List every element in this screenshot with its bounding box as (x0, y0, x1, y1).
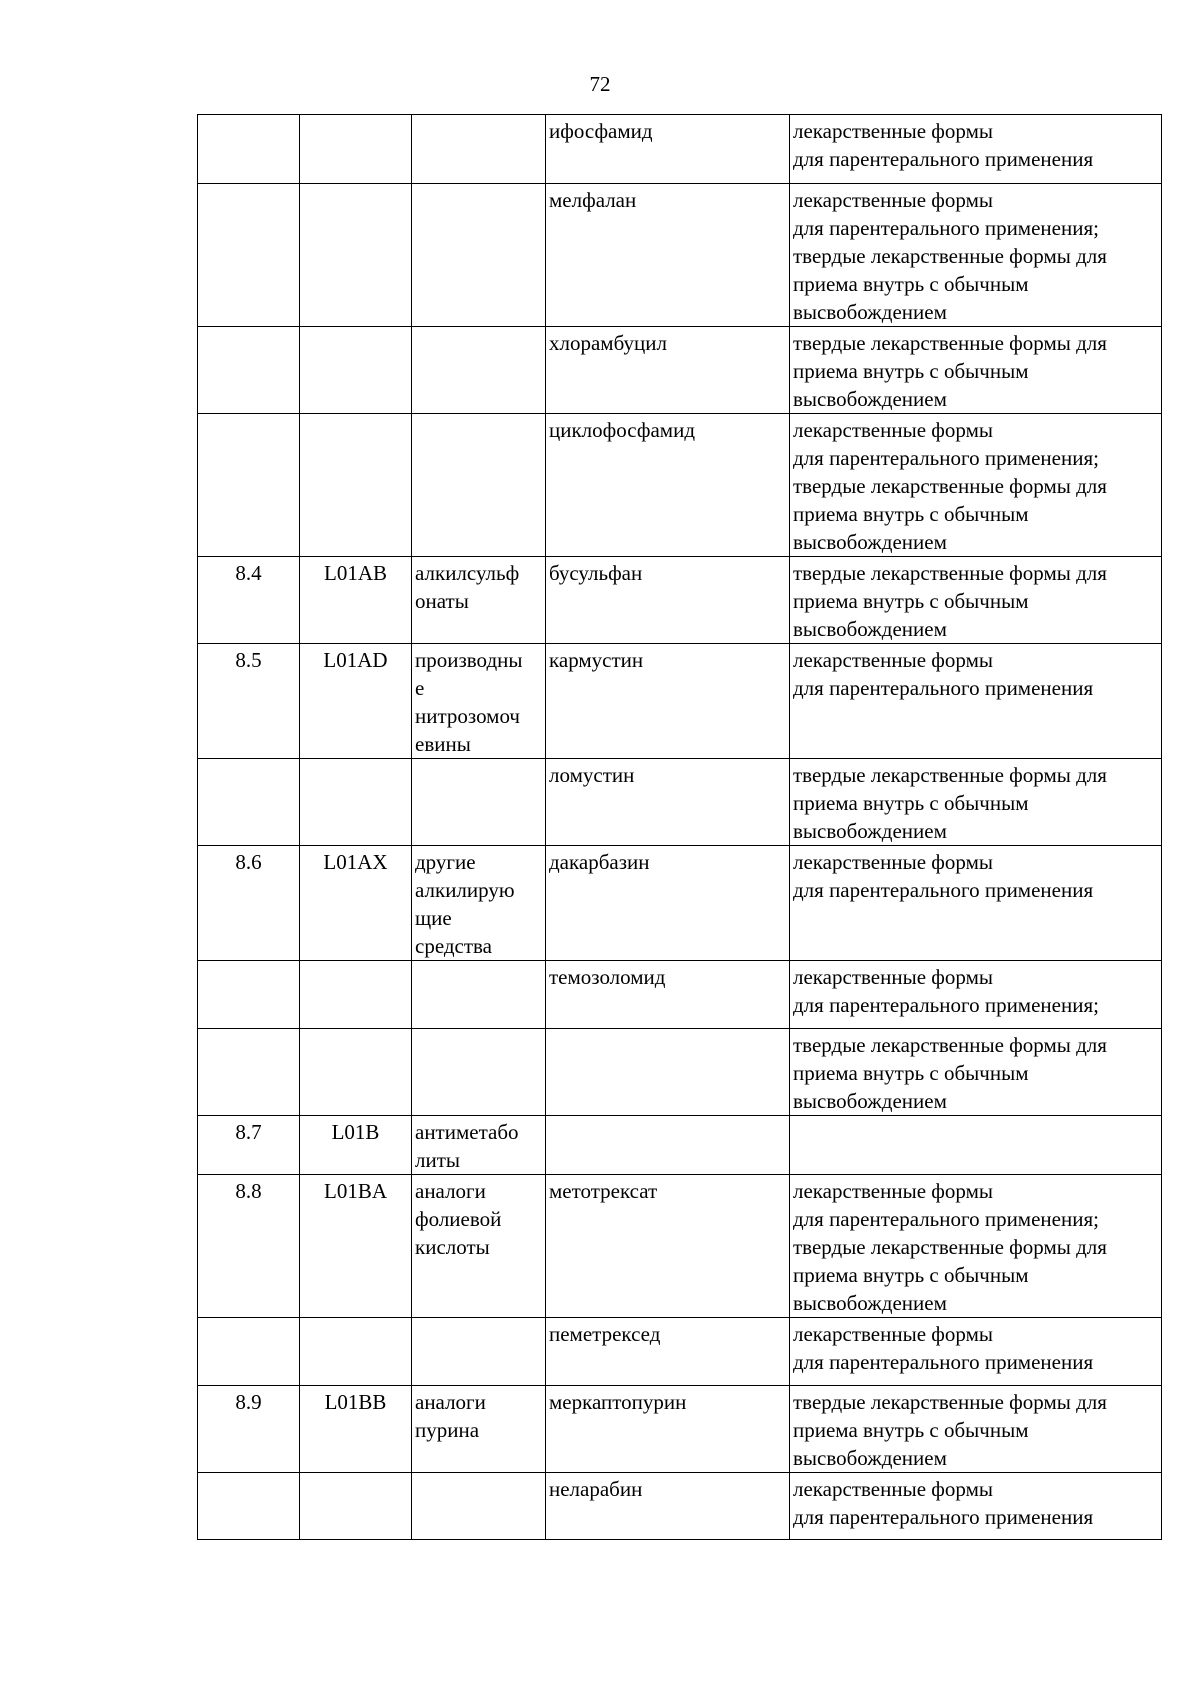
table-row (198, 961, 1162, 1029)
row-number-cell (198, 1473, 300, 1540)
row-number-cell (198, 961, 300, 1029)
dosage-form-cell: лекарственные формы для парентерального применения; (790, 961, 1162, 1029)
table-row (198, 1318, 1162, 1386)
drug-name-cell: неларабин (546, 1473, 790, 1540)
row-number-cell: 8.9 (198, 1386, 300, 1473)
atc-code-cell (300, 961, 412, 1029)
dosage-form-cell: твердые лекарственные формы для приема внутрь с обычным высвобождением (790, 1386, 1162, 1473)
drug-name-cell: темозоломид (546, 961, 790, 1029)
row-number-cell (198, 1318, 300, 1386)
table-row (198, 184, 1162, 327)
drug-name-cell: бусульфан (546, 557, 790, 644)
drug-name-cell: хлорамбуцил (546, 327, 790, 414)
row-number-cell (198, 414, 300, 557)
dosage-form-cell: лекарственные формы для парентерального применения; твердые лекарственные формы для приема внутрь с обычным высвобождением (790, 184, 1162, 327)
dosage-form-cell: твердые лекарственные формы для приема внутрь с обычным высвобождением (790, 759, 1162, 846)
dosage-form-cell: лекарственные формы для парентерального применения (790, 846, 1162, 961)
drug-table (197, 114, 1162, 1540)
row-number-cell (198, 327, 300, 414)
anatomical-group-cell (412, 115, 546, 184)
anatomical-group-cell: аналоги фолиевой кислоты (412, 1175, 546, 1318)
drug-name-cell: метотрексат (546, 1175, 790, 1318)
dosage-form-cell: лекарственные формы для парентерального применения; твердые лекарственные формы для приема внутрь с обычным высвобождением (790, 1175, 1162, 1318)
table-row (198, 1175, 1162, 1318)
dosage-form-cell: лекарственные формы для парентерального применения (790, 644, 1162, 759)
anatomical-group-cell (412, 759, 546, 846)
atc-code-cell: L01BB (300, 1386, 412, 1473)
table-row (198, 1473, 1162, 1540)
anatomical-group-cell: аналоги пурина (412, 1386, 546, 1473)
atc-code-cell (300, 1029, 412, 1116)
anatomical-group-cell: алкилсульф онаты (412, 557, 546, 644)
atc-code-cell (300, 1473, 412, 1540)
row-number-cell (198, 759, 300, 846)
anatomical-group-cell (412, 414, 546, 557)
table-row (198, 1386, 1162, 1473)
drug-name-cell: ломустин (546, 759, 790, 846)
drug-name-cell: мелфалан (546, 184, 790, 327)
anatomical-group-cell (412, 1318, 546, 1386)
anatomical-group-cell (412, 327, 546, 414)
row-number-cell: 8.7 (198, 1116, 300, 1175)
anatomical-group-cell (412, 961, 546, 1029)
atc-code-cell (300, 184, 412, 327)
atc-code-cell: L01AX (300, 846, 412, 961)
table-row (198, 115, 1162, 184)
drug-name-cell: ифосфамид (546, 115, 790, 184)
table-row (198, 1116, 1162, 1175)
drug-name-cell: дакарбазин (546, 846, 790, 961)
row-number-cell: 8.6 (198, 846, 300, 961)
row-number-cell (198, 1029, 300, 1116)
dosage-form-cell: лекарственные формы для парентерального применения (790, 1473, 1162, 1540)
atc-code-cell: L01AD (300, 644, 412, 759)
dosage-form-cell (790, 1116, 1162, 1175)
row-number-cell: 8.4 (198, 557, 300, 644)
drug-name-cell: кармустин (546, 644, 790, 759)
table-body (198, 115, 1162, 1540)
drug-name-cell: циклофосфамид (546, 414, 790, 557)
drug-name-cell: пеметрексед (546, 1318, 790, 1386)
anatomical-group-cell: другие алкилирую щие средства (412, 846, 546, 961)
page-number: 72 (589, 72, 611, 96)
drug-name-cell (546, 1116, 790, 1175)
dosage-form-cell: твердые лекарственные формы для приема внутрь с обычным высвобождением (790, 327, 1162, 414)
table-row (198, 1029, 1162, 1116)
atc-code-cell (300, 115, 412, 184)
table-row (198, 327, 1162, 414)
dosage-form-cell: твердые лекарственные формы для приема внутрь с обычным высвобождением (790, 1029, 1162, 1116)
atc-code-cell (300, 414, 412, 557)
anatomical-group-cell: производны е нитрозомоч евины (412, 644, 546, 759)
dosage-form-cell: лекарственные формы для парентерального применения (790, 1318, 1162, 1386)
anatomical-group-cell (412, 1473, 546, 1540)
dosage-form-cell: лекарственные формы для парентерального применения (790, 115, 1162, 184)
drug-name-cell: меркаптопурин (546, 1386, 790, 1473)
table-row (198, 644, 1162, 759)
table-row (198, 846, 1162, 961)
row-number-cell: 8.5 (198, 644, 300, 759)
atc-code-cell (300, 759, 412, 846)
table-row (198, 414, 1162, 557)
atc-code-cell: L01BA (300, 1175, 412, 1318)
dosage-form-cell: твердые лекарственные формы для приема внутрь с обычным высвобождением (790, 557, 1162, 644)
row-number-cell (198, 184, 300, 327)
row-number-cell (198, 115, 300, 184)
atc-code-cell (300, 1318, 412, 1386)
atc-code-cell: L01B (300, 1116, 412, 1175)
anatomical-group-cell (412, 1029, 546, 1116)
row-number-cell: 8.8 (198, 1175, 300, 1318)
anatomical-group-cell (412, 184, 546, 327)
table-row (198, 759, 1162, 846)
anatomical-group-cell: антиметабо литы (412, 1116, 546, 1175)
atc-code-cell (300, 327, 412, 414)
table-row (198, 557, 1162, 644)
atc-code-cell: L01AB (300, 557, 412, 644)
dosage-form-cell: лекарственные формы для парентерального применения; твердые лекарственные формы для приема внутрь с обычным высвобождением (790, 414, 1162, 557)
drug-name-cell (546, 1029, 790, 1116)
